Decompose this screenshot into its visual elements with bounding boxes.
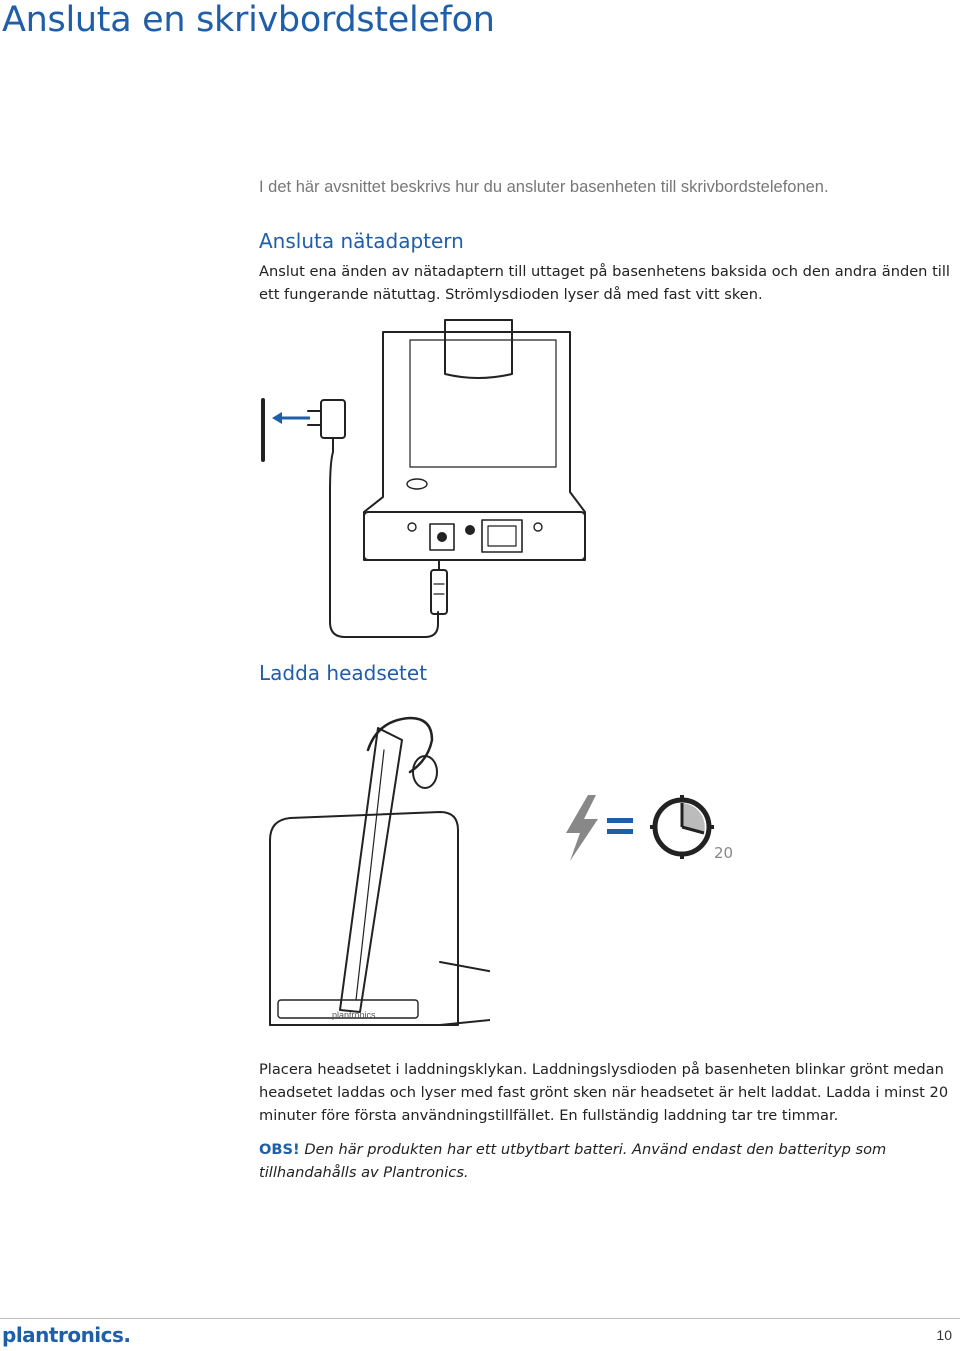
note [259,1138,959,1184]
page-title: Ansluta en skrivbordstelefon [2,0,495,40]
intro-text: I det här avsnittet beskrivs hur du ansluter basenheten till skrivbordstelefonen. [259,178,829,196]
headset-stand-illustration [260,700,490,1040]
arrow-left-icon [272,412,310,424]
note-text: Den här produkten har ett utbytbart batteri. Använd endast den batterityp som tillhandahålls av Plantronics. [259,1141,887,1181]
charge-body-text: Placera headsetet i laddningsklykan. Laddningslysdioden på basenheten blinkar grönt medan headsetet laddas och lyser med fast grönt sken när headsetet är helt laddat. Ladda i minst 20 minuter före första användningstillfället. En fullständig laddning tar tre timmar. [259,1061,949,1124]
adapter-body-text: Anslut ena änden av nätadaptern till uttaget på basenhetens baksida och den andra änden till ett fungerande nätuttag. Strömlysdioden lyser då med fast vitt sken. [259,263,950,303]
footer-logo: plantronics. [2,1323,131,1347]
equals-sign [607,816,635,838]
clock-icon [650,795,716,861]
lightning-icon [562,795,602,861]
heading-charge: Ladda headsetet [259,661,428,685]
base-unit-illustration [250,312,610,647]
note-label: OBS! [259,1141,300,1158]
heading-adapter: Ansluta nätadaptern [259,229,464,253]
charge-minutes: 20 [714,844,734,862]
footer-divider [0,1318,960,1319]
stand-brand-label: plantronics [332,1010,376,1020]
page-number: 10 [936,1327,952,1343]
